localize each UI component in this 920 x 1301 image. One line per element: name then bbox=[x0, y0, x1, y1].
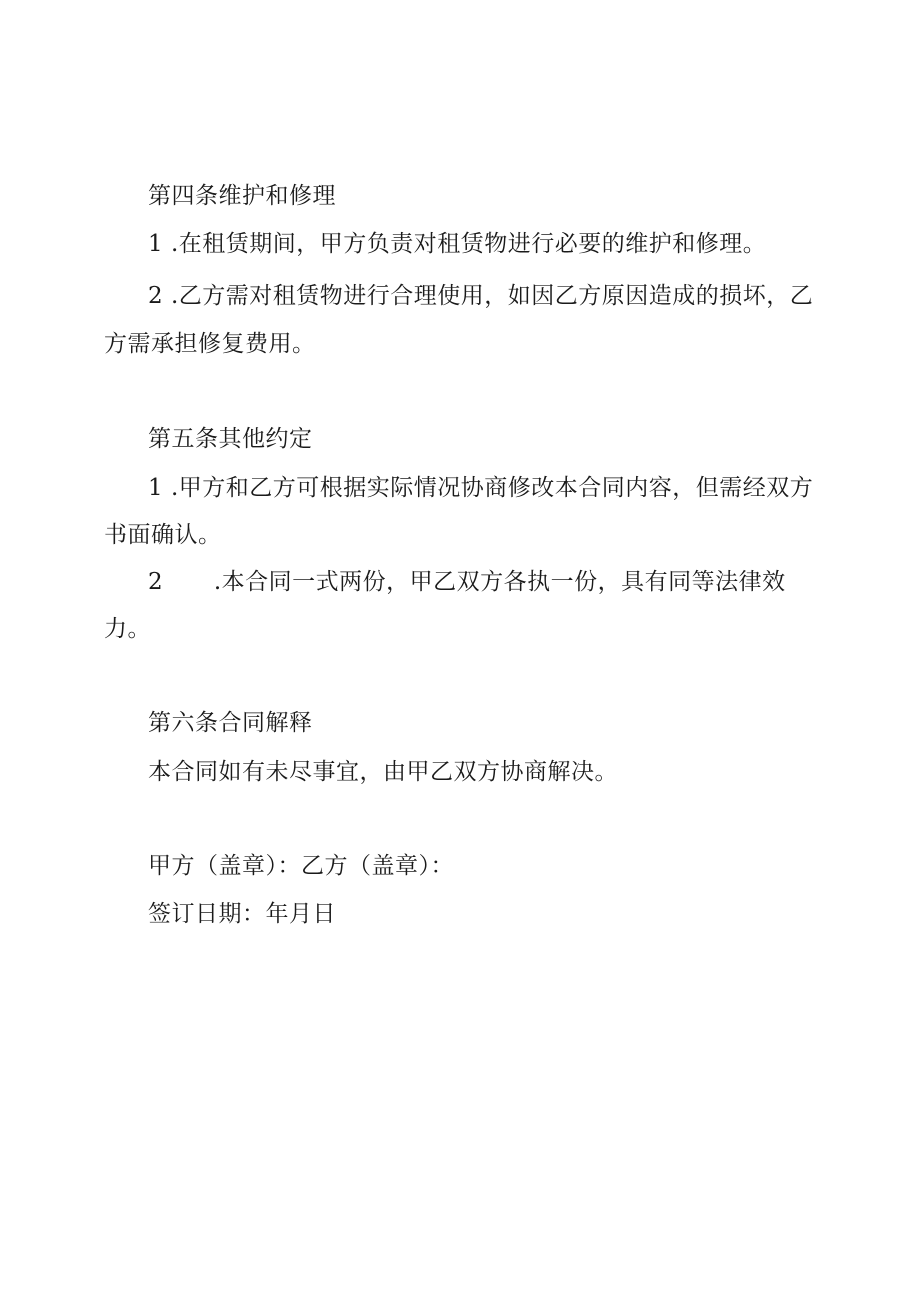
item-number: 1 bbox=[148, 475, 164, 501]
section-4-item-2 bbox=[148, 281, 813, 311]
section-6-body: 本合同如有未尽事宜，由甲乙双方协商解决。 bbox=[148, 759, 618, 785]
section-6-heading: 第六条合同解释 bbox=[148, 710, 313, 736]
item-number: 1 bbox=[148, 231, 164, 257]
item-number: 2 bbox=[148, 569, 164, 595]
item-text: .乙方需对租赁物进行合理使用，如因乙方原因造成的损坏，乙 bbox=[170, 283, 814, 309]
signature-date: 签订日期：年月日 bbox=[148, 901, 336, 927]
section-5-item-1-continuation: 书面确认。 bbox=[104, 522, 222, 548]
section-4-item-2-continuation: 方需承担修复费用。 bbox=[104, 331, 316, 357]
section-5-item-1 bbox=[148, 473, 813, 503]
section-5-item-2-continuation: 力。 bbox=[104, 616, 151, 642]
item-text: .本合同一式两份，甲乙双方各执一份，具有同等法律效 bbox=[213, 569, 786, 595]
section-5-item-2 bbox=[148, 567, 786, 597]
item-text: .甲方和乙方可根据实际情况协商修改本合同内容，但需经双方 bbox=[170, 475, 814, 501]
section-4-heading: 第四条维护和修理 bbox=[148, 183, 336, 209]
item-text: .在租赁期间，甲方负责对租赁物进行必要的维护和修理。 bbox=[170, 231, 767, 257]
item-number: 2 bbox=[148, 283, 164, 309]
section-5-heading: 第五条其他约定 bbox=[148, 426, 313, 452]
section-4-item-1 bbox=[148, 229, 766, 259]
signature-parties: 甲方（盖章）：乙方（盖章）： bbox=[148, 853, 454, 879]
